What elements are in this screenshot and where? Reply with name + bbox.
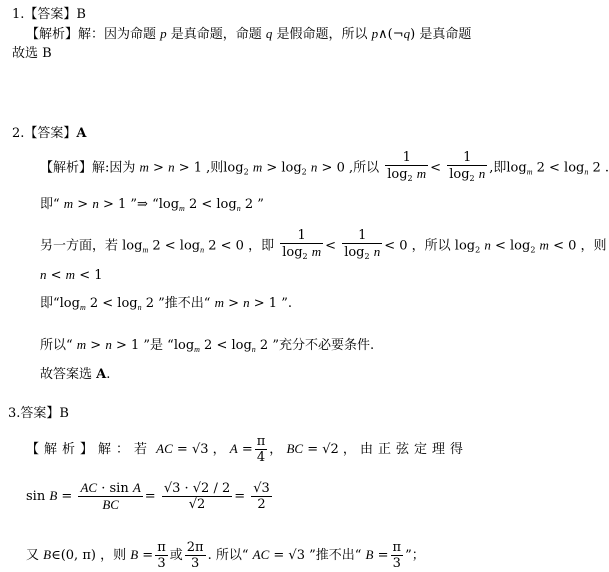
fraction: $\frac{1}{\log_2 n}$ [449, 150, 486, 183]
fraction: $\frac{\pi}{3}$ [392, 540, 402, 571]
q2-line7: 故答案选 A. [40, 367, 111, 382]
fraction: $\frac{\text{AC · sin A}}{BC}$ [80, 480, 141, 512]
q2-line6: 所以“ m > n > 1 ”是 “$\log_m$ $2 < \log_n 2$ ”充分不必要条件. [40, 337, 375, 354]
fraction: $\frac{2\pi}{3}$ [186, 540, 204, 571]
q1-choose: 故选 B [12, 46, 52, 61]
q2-line2: 即“ m > n > 1 ”⇒ “$\log_m$ $2 < \log_n 2$ ” [40, 196, 264, 213]
q3-line3: 又 B∈(0, π) ，则 B = $\frac{\pi}{3}$ 或 $\frac{2\pi}{3}$ . 所以“ AC = √3 ”推不出“ B = $\frac{\pi}{3}$ ”； [26, 540, 425, 571]
q3-line2: sin B = $\frac{\text{AC · sin A}}{BC}$ = $\frac{√3 \cdot √2 / 2}{√2}$ = $\frac{√3}{2}$ [26, 480, 270, 512]
fraction: $\frac{1}{\log_2 m}$ [282, 228, 322, 261]
fraction: $\frac{√3}{2}$ [253, 481, 270, 512]
q2-line4: n < m < 1 [40, 267, 103, 283]
q1-header: 1.【答案】B [12, 7, 86, 22]
q2-line3: 另一方面，若 $\log_m 2 < \log_n 2 < 0$ ，即 $\frac{1}{\log_2 m}$ < $\frac{1}{\log_2 n}$ < 0 ，所以 $\log_2 n < \log_2 m < 0$ ，则 [40, 228, 607, 264]
fraction: $\frac{1}{\log_2 m}$ [387, 150, 427, 183]
fraction: $\frac{\pi}{4}$ [256, 434, 266, 465]
fraction: $\frac{1}{\log_2 n}$ [344, 228, 381, 261]
q3-line1: 【解析】解：若 AC = √3 ， A = $\frac{\pi}{4}$ ， BC = √2 ， 由正弦定理得 [26, 434, 469, 465]
fraction: $\frac{√3 \cdot √2 / 2}{√2}$ [163, 481, 231, 512]
q2-header: 2.【答案】A [12, 126, 87, 141]
fraction: $\frac{\pi}{3}$ [157, 540, 166, 571]
q2-line1: 【解析】解:因为 m > n > 1 ,则$\log_2 m > \log_2 n > 0$ ,所以 $\frac{1}{\log_2 m}$ < $\frac{1}{\log_2 n}$ ,即$\log_m 2 < \log_n 2$ . [40, 150, 609, 186]
q3-header: 3.答案】B [8, 406, 69, 421]
q1-explanation: 【解析】解：因为命题 p 是真命题，命题 q 是假命题，所以 p∧(¬q) 是真命题 [26, 26, 472, 42]
q2-line5: 即“$\log_m$ $2 < \log_n 2$ ”推不出“ m > n > 1 ”. [40, 295, 292, 312]
